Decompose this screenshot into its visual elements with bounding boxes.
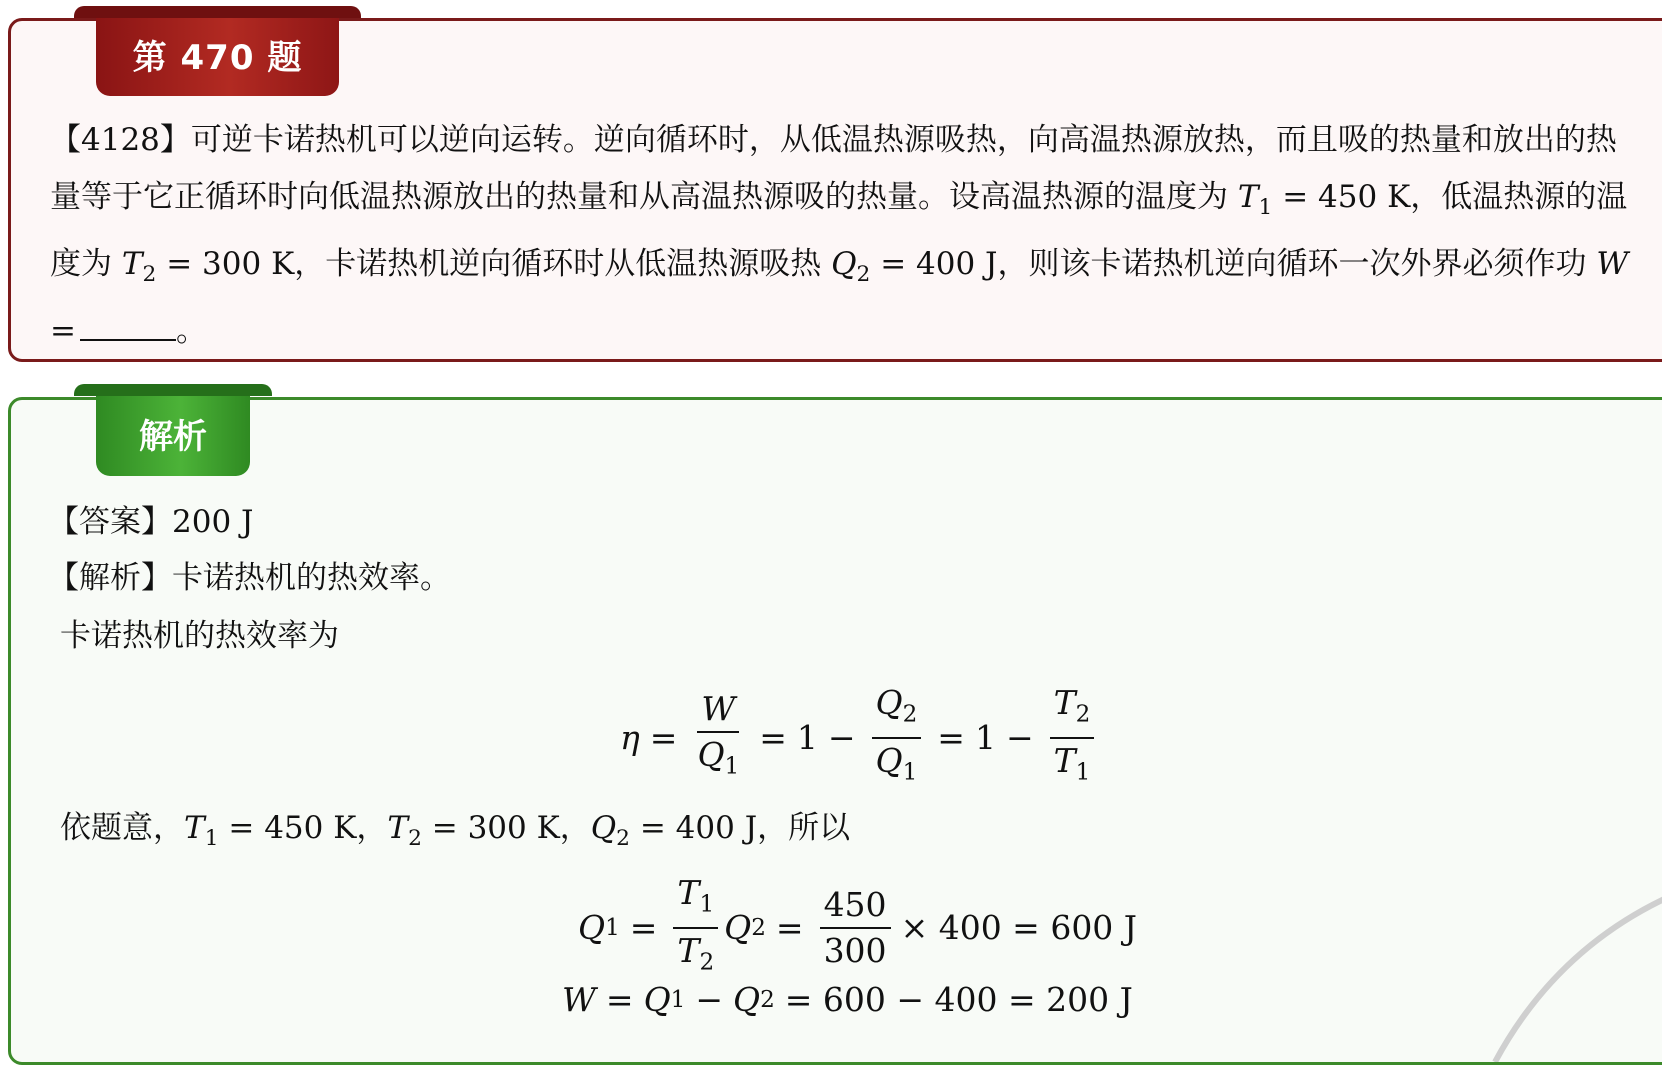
intro-line: 卡诺热机的热效率为 xyxy=(60,618,339,654)
question-text: 【4128】可逆卡诺热机可以逆向运转。逆向循环时，从低温热源吸热，向高温热源放热，而且吸的热量和放出的热量等于它正循环时向低温热源放出的热量和从高温热源吸的热量。设高温热源的温度为 $T_1 = 450$ K，低温热源的温度为 $T_2 = 300$ K，卡诺热机逆向循环时从低温热源吸热 $Q_2 = 400$ J，则该卡诺热机逆向循环一次外界必须作功 W = 。 xyxy=(50,122,1629,350)
answer-blank xyxy=(80,313,176,341)
w-equation: W = Q 1 − Q 2 = 600 − 400 = 200 J xyxy=(562,980,1133,1019)
frac-t1-t2: $\frac{T_1}{T_2}$ xyxy=(673,873,718,982)
analysis-label: 【解析】 xyxy=(48,560,172,596)
question-end: 。 xyxy=(175,313,207,350)
answer-value: 200 J xyxy=(172,504,254,540)
answer-label: 【答案】 xyxy=(48,504,172,540)
answer-line xyxy=(48,502,253,542)
frac-q2-q1: $\frac{Q_2}{Q_1}$ xyxy=(872,683,922,792)
question-header: 第 470 题 xyxy=(96,6,339,96)
question-lead: 【4128】可逆卡诺热机可以逆向运转。逆向循环时，从低温热源吸热，向高温热源放热，而且吸的热量和放出的热量等于它正循环时向低温热源放出的热量和从高温热源吸的热量。设高温热源的温度为 xyxy=(50,122,1617,215)
given-prefix: 依题意， xyxy=(60,810,184,846)
analysis-header: 解析 xyxy=(96,384,250,476)
given-t1: = 450 K， xyxy=(228,810,388,846)
question-w-eq: = xyxy=(50,313,76,350)
eq3-tail: = 600 − 400 = 200 J xyxy=(784,980,1133,1019)
analysis-topic: 卡诺热机的热效率。 xyxy=(172,560,451,596)
watermark-arc-icon xyxy=(1465,862,1662,1062)
eq2-tail: × 400 = 600 J xyxy=(900,908,1138,948)
question-q2: = 400 J，则该卡诺热机逆向循环一次外界必须作功 xyxy=(880,246,1597,283)
question-t1: = 450 K，低温热源的温度为 xyxy=(50,179,1628,283)
efficiency-equation: η = $\frac{W}{Q_1}$ = 1 − $\frac{Q_2}{Q_1}$ = 1 − $\frac{T_2}{T_1}$ xyxy=(620,683,1100,792)
q1-equation: Q 1 = $\frac{T_1}{T_2}$ Q 2 = $\frac{450}{300}$ × 400 = 600 J xyxy=(578,873,1147,982)
given-line: 依题意，$T_1 = 450$ K，$T_2 = 300$ K，$Q_2 = 400$ J，所以 xyxy=(60,810,851,852)
given-q2: = 400 J，所以 xyxy=(639,810,851,846)
frac-t2-t1: $\frac{T_2}{T_1}$ xyxy=(1050,683,1095,792)
frac-w-q1: $\frac{W}{Q_1}$ xyxy=(697,688,740,780)
analysis-line xyxy=(48,558,451,598)
given-t2: = 300 K， xyxy=(431,810,591,846)
frac-450-300: $\frac{450}{300}$ xyxy=(820,885,891,971)
question-t2: = 300 K，卡诺热机逆向循环时从低温热源吸热 xyxy=(166,246,832,283)
